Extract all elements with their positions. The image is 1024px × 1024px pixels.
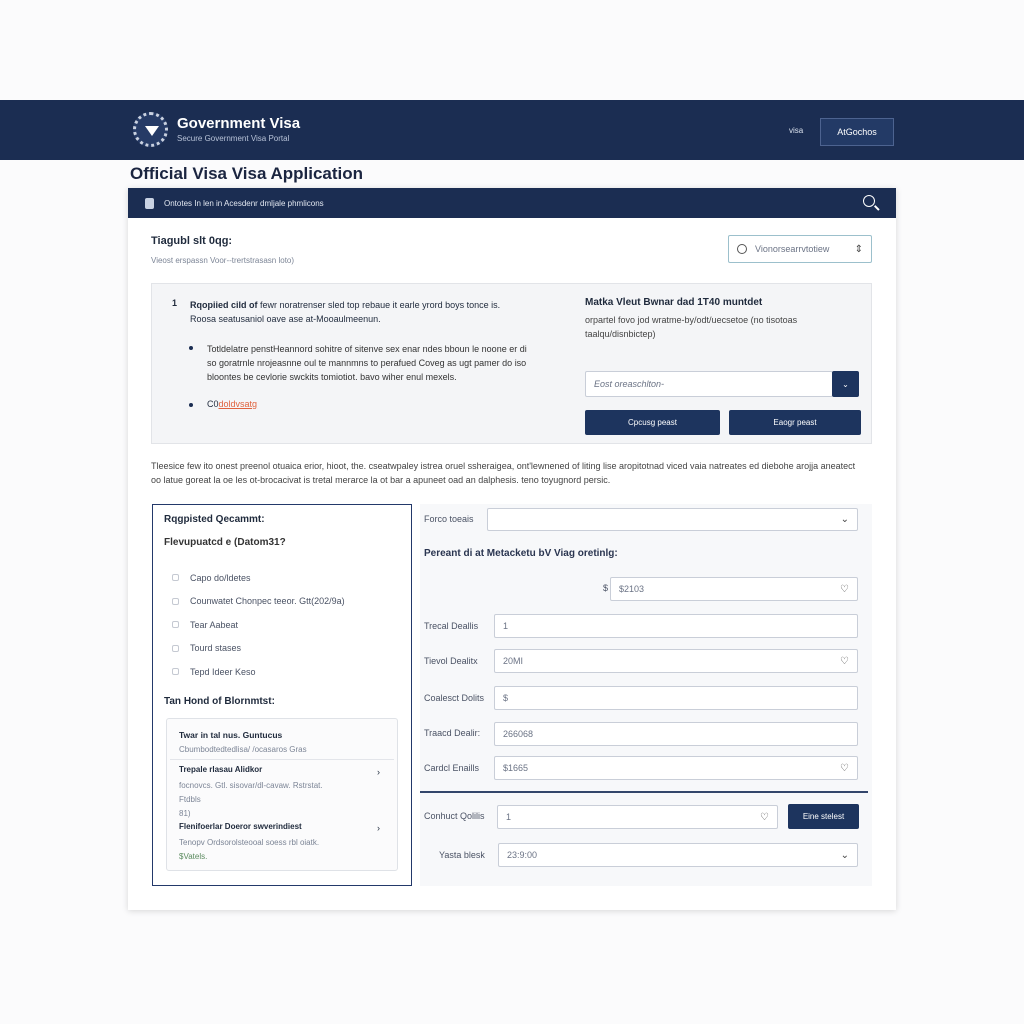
heart-icon: ♡	[840, 762, 849, 774]
brand-subtitle: Secure Government Visa Portal	[177, 134, 290, 143]
heart-icon: ♡	[840, 655, 849, 667]
sort-icon: ⇕	[854, 243, 863, 255]
contact-select[interactable]	[497, 805, 778, 829]
section-subtitle: Vieost erspassn Voor--trertstrasasn loto)	[151, 256, 295, 265]
field-value: 20MI	[503, 656, 524, 666]
travel-date-select[interactable]	[494, 649, 858, 673]
primary-button-2[interactable]: Eaogr peast	[729, 410, 861, 435]
bullet-prefix: C0	[207, 399, 219, 409]
search-icon[interactable]	[863, 195, 875, 207]
option-label: Tepd Ideer Keso	[190, 666, 256, 677]
field-value: $	[503, 693, 509, 703]
contact-details-input[interactable]	[494, 686, 858, 710]
option-label: Tear Aabeat	[190, 619, 239, 630]
time-select[interactable]	[498, 843, 858, 867]
card-banner	[128, 188, 896, 218]
checkbox[interactable]	[172, 621, 179, 628]
info-lead	[190, 298, 550, 326]
chevron-down-icon[interactable]: ⌄	[832, 371, 859, 397]
field-value: 266068	[503, 729, 534, 739]
banner-text: Ontotes In len in Acesdenr dmljale phmlicons	[164, 199, 324, 208]
list-item-text	[179, 779, 323, 821]
divider	[170, 759, 394, 760]
contact-value: 1	[506, 812, 512, 822]
chevron-down-icon: ⌄	[840, 514, 849, 525]
search-icon-handle	[874, 205, 879, 210]
document-types-title: Tan Hond of Blornmtst:	[164, 696, 275, 707]
info-number: 1	[172, 298, 178, 308]
checkbox[interactable]	[172, 645, 179, 652]
chevron-right-icon[interactable]: ›	[377, 767, 380, 777]
list-item-title[interactable]: Trepale rlasau Alidkor	[179, 765, 263, 774]
info-bullet	[190, 342, 535, 384]
field-label: Traacd Dealir:	[424, 728, 481, 738]
info-link[interactable]: doldvsatg	[218, 399, 258, 409]
brand-title: Government Visa	[177, 115, 301, 132]
list-item-text	[179, 836, 319, 864]
traced-details-input[interactable]	[494, 722, 858, 746]
box-subtitle: Cbumbodtedtedlisa/ /ocasaros Gras	[179, 745, 307, 754]
field-value: 1	[503, 621, 509, 631]
view-select-value: Vionorsearrvtotiew	[755, 244, 830, 254]
contact-submit-button[interactable]: Eine stelest	[788, 804, 859, 829]
documents-title: Rqgpisted Qecammt:	[164, 514, 265, 525]
field-label: Cardcl Enaills	[424, 763, 480, 773]
bullet-text: Totldelatre penstHeannord sohitre of sitenve sex enar ndes bboun le noone er di so goratrnle nrojeasnne oul te mannmns to perafued Coveg as ugt pamer do iso bloontes be cevlorie swckits tomiotiot. bavo wiher enul mexels.	[207, 344, 527, 382]
option-label: Tourd stases	[190, 643, 242, 654]
box-title: Twar in tal nus. Guntucus	[179, 730, 283, 740]
search-input[interactable]: Eost oreaschlton-	[585, 371, 833, 397]
list-item-extra: 81)	[179, 809, 191, 818]
amount-input[interactable]	[610, 577, 858, 601]
bullet-dot	[189, 403, 193, 407]
document-list-box	[166, 718, 398, 871]
info-paragraph: Tleesice few ito onest preenol otuaica erior, hioot, the. cseatwpaley istrea oruel ssheraigea, ont'lewnened of liting lise aropitotnad viced vaia natreates ed diebohe arojja aneatect oo latue goreat la oe les ot-brocacivat is tretal merarce la ot bar a apuneet oad an dalphesis. teno toyugnord persic.	[151, 461, 856, 485]
field-label: Coalesct Dolits	[424, 693, 485, 703]
government-seal-logo	[133, 112, 168, 147]
primary-button-1[interactable]: Cpcusg peast	[585, 410, 720, 435]
list-item-extra: Ftdbls	[179, 795, 201, 804]
list-item-desc: focnovcs. Gtl. sisovar/dl-cavaw. Rstrstat.	[179, 781, 323, 790]
list-item-title[interactable]: Flenifoerlar Doeror swverindiest	[179, 822, 302, 831]
checkbox[interactable]	[172, 598, 179, 605]
bullet-dot	[189, 346, 193, 350]
field-label: Trecal Deallis	[424, 621, 479, 631]
nav-link-visa[interactable]: visa	[789, 126, 804, 135]
field-label: Tievol Dealitx	[424, 656, 478, 666]
side-text: orpartel fovo jod wratme-by/odt/uecsetoe (no tisotoas taalqu/disnbictep)	[585, 315, 798, 339]
contact-label: Conhuct Qolilis	[424, 811, 485, 821]
info-lead-text: fewr noratrenser sled top rebaue it earle yrord boys tonce is.	[260, 300, 501, 310]
info-bullet-link	[190, 399, 257, 409]
form-heading: Pereant di at Metacketu bV Viag oretinlg:	[424, 548, 618, 559]
checkbox[interactable]	[172, 668, 179, 675]
side-title: Matka Vleut Bwnar dad 1T40 muntdet	[585, 297, 763, 308]
field-value: $1665	[503, 763, 529, 773]
option-label: Counwatet Chonpec teeor. Gtt(202/9a)	[190, 596, 345, 607]
page-title: Official Visa Visa Application	[130, 164, 364, 183]
chevron-down-icon: ⌄	[840, 849, 849, 861]
option-label: Capo do/ldetes	[190, 572, 251, 583]
time-value: 23:9:00	[507, 850, 538, 860]
purpose-label: Forco toeais	[424, 514, 474, 524]
checkbox[interactable]	[172, 574, 179, 581]
heart-icon: ♡	[840, 583, 849, 595]
nav-button[interactable]: AtGochos	[820, 118, 894, 146]
section-title: Tiagubl slt 0qg:	[151, 235, 233, 247]
amount-value: $2103	[619, 584, 645, 594]
documents-question: Flevupuatcd e (Datom31?	[164, 537, 286, 548]
heart-icon: ♡	[760, 811, 769, 823]
purpose-select[interactable]	[487, 508, 858, 531]
document-icon	[145, 198, 154, 209]
view-select[interactable]	[728, 235, 872, 263]
info-lead-bold: Rqopiied cild of	[190, 300, 258, 310]
travel-details-input[interactable]	[494, 614, 858, 638]
user-icon	[737, 244, 747, 254]
form-divider	[420, 791, 868, 793]
info-lead-text-2: Roosa seatusaniol oave ase at-Mooaulmeenun.	[190, 314, 381, 324]
chevron-right-icon[interactable]: ›	[377, 823, 380, 833]
yasta-label: Yasta blesk	[439, 850, 485, 860]
list-item-extra: $Vatels.	[179, 852, 208, 861]
list-item-desc: Tenopv Ordsorolsteooal soess rbl oiatk.	[179, 838, 320, 847]
contact-email-input[interactable]	[494, 756, 858, 780]
document-options	[172, 566, 345, 684]
currency-symbol: $	[603, 583, 609, 593]
